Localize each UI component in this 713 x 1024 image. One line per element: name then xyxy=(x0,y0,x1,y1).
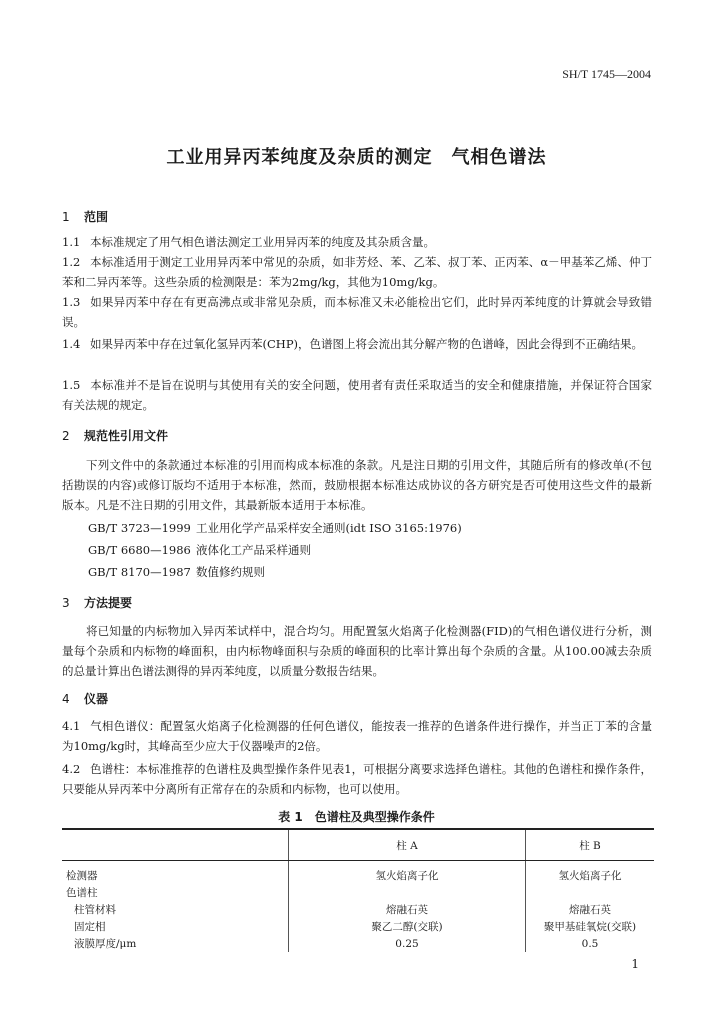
reference-item xyxy=(88,564,265,580)
reference-title: 数值修约规则 xyxy=(196,565,265,579)
clause-1-3 xyxy=(62,292,652,332)
clause-number: 4.2 xyxy=(62,762,81,776)
section-heading-2 xyxy=(62,427,168,444)
clause-1-2 xyxy=(62,252,652,292)
table-row xyxy=(62,884,654,901)
clause-1-5 xyxy=(62,375,652,415)
section-title: 规范性引用文件 xyxy=(84,429,169,443)
section-heading-4 xyxy=(62,690,108,707)
standard-number: SH/T 1745—2004 xyxy=(562,67,651,81)
section-title: 范围 xyxy=(84,210,109,224)
section-number: 4 xyxy=(62,692,70,706)
clause-number: 1.5 xyxy=(62,378,81,392)
clause-number: 1.4 xyxy=(62,337,81,351)
table-cell: 0.5 xyxy=(526,935,655,952)
table-cell xyxy=(526,884,655,901)
clause-text: 本标准适用于测定工业用异丙苯中常见的杂质，如非芳烃、苯、乙苯、叔丁苯、正丙苯、α－甲基苯乙烯、仲丁苯和二异丙苯等。这些杂质的检测限是：苯为2mg/kg，其他为10mg/kg。 xyxy=(62,255,652,289)
clause-text: 本标准规定了用气相色谱法测定工业用异丙苯的纯度及其杂质含量。 xyxy=(90,235,435,249)
reference-code: GB/T 3723—1999 xyxy=(88,521,191,535)
table-cell: 聚乙二醇(交联) xyxy=(289,918,526,935)
table-cell: 检测器 xyxy=(66,870,98,882)
table-caption: 表 1 色谱柱及典型操作条件 xyxy=(278,810,435,824)
document-title: 工业用异丙苯纯度及杂质的测定 气相色谱法 xyxy=(166,147,547,168)
normative-references-intro: 下列文件中的条款通过本标准的引用而构成本标准的条款。凡是注日期的引用文件，其随后所有的修改单(不包括勘误的内容)或修订版均不适用于本标准，然而，鼓励根据本标准达成协议的各方研究是否可使用这些文件的最新版本。凡是不注日期的引用文件，其最新版本适用于本标准。 xyxy=(62,458,652,512)
table-cell: 0.25 xyxy=(289,935,526,952)
clause-number: 1.1 xyxy=(62,235,81,249)
clause-text: 如果异丙苯中存在过氧化氢异丙苯(CHP)，色谱图上将会流出其分解产物的色谱峰，因此会得到不正确结果。 xyxy=(90,337,644,351)
table-cell: 柱管材料 xyxy=(74,904,116,916)
table-row xyxy=(62,861,654,885)
table-cell: 熔融石英 xyxy=(526,901,655,918)
reference-title: 液体化工产品采样通则 xyxy=(196,543,311,557)
table-cell: 聚甲基硅氧烷(交联) xyxy=(526,918,655,935)
clause-1-1 xyxy=(62,232,652,252)
reference-code: GB/T 8170—1987 xyxy=(88,565,191,579)
clause-number: 1.3 xyxy=(62,295,81,309)
table-cell: 熔融石英 xyxy=(289,901,526,918)
section-number: 2 xyxy=(62,429,70,443)
method-summary-text: 将已知量的内标物加入异丙苯试样中，混合均匀。用配置氢火焰离子化检测器(FID)的气相色谱仪进行分析，测量每个杂质和内标物的峰面积，由内标物峰面积与杂质的峰面积的比率计算出每个杂质的含量。从100.00减去杂质的总量计算出色谱法测得的异丙苯纯度，以质量分数报告结果。 xyxy=(62,624,652,678)
table-header-cell xyxy=(62,829,289,861)
clause-text: 如果异丙苯中存在有更高沸点或非常见杂质，而本标准又未必能检出它们，此时异丙苯纯度的计算就会导致错误。 xyxy=(62,295,652,329)
clause-number: 4.1 xyxy=(62,719,81,733)
clause-number: 1.2 xyxy=(62,255,81,269)
reference-code: GB/T 6680—1986 xyxy=(88,543,191,557)
clause-1-4 xyxy=(62,334,652,354)
table-cell: 氢火焰离子化 xyxy=(526,861,655,885)
table-header-cell: 柱 A xyxy=(289,829,526,861)
reference-title: 工业用化学产品采样安全通则(idt ISO 3165:1976) xyxy=(196,521,462,535)
section-heading-1 xyxy=(62,208,108,225)
clause-4-1 xyxy=(62,716,652,756)
section-title: 仪器 xyxy=(84,692,109,706)
clause-text: 本标准并不是旨在说明与其使用有关的安全问题，使用者有责任采取适当的安全和健康措施，并保证符合国家有关法规的规定。 xyxy=(62,378,652,412)
table-row xyxy=(62,901,654,918)
reference-item xyxy=(88,542,311,558)
section-number: 1 xyxy=(62,210,70,224)
table-header-row xyxy=(62,829,654,861)
table-cell: 色谱柱 xyxy=(66,887,98,899)
table-cell: 液膜厚度/μm xyxy=(74,938,137,950)
reference-item xyxy=(88,520,462,536)
clause-text: 气相色谱仪：配置氢火焰离子化检测器的任何色谱仪，能按表一推荐的色谱条件进行操作，并当正丁苯的含量为10mg/kg时，其峰高至少应大于仪器噪声的2倍。 xyxy=(62,719,652,753)
clause-4-2 xyxy=(62,759,652,799)
table-cell: 固定相 xyxy=(74,921,106,933)
page-number: 1 xyxy=(631,957,639,971)
table-row xyxy=(62,918,654,935)
column-conditions-table xyxy=(62,828,654,952)
table-row xyxy=(62,935,654,952)
section-number: 3 xyxy=(62,596,70,610)
section-title: 方法提要 xyxy=(84,596,133,610)
table-cell: 氢火焰离子化 xyxy=(289,861,526,885)
table-header-cell: 柱 B xyxy=(526,829,655,861)
table-cell xyxy=(289,884,526,901)
clause-text: 色谱柱：本标准推荐的色谱柱及典型操作条件见表1，可根据分离要求选择色谱柱。其他的色谱柱和操作条件，只要能从异丙苯中分离所有正常存在的杂质和内标物，也可以使用。 xyxy=(62,762,652,796)
section-heading-3 xyxy=(62,594,132,611)
